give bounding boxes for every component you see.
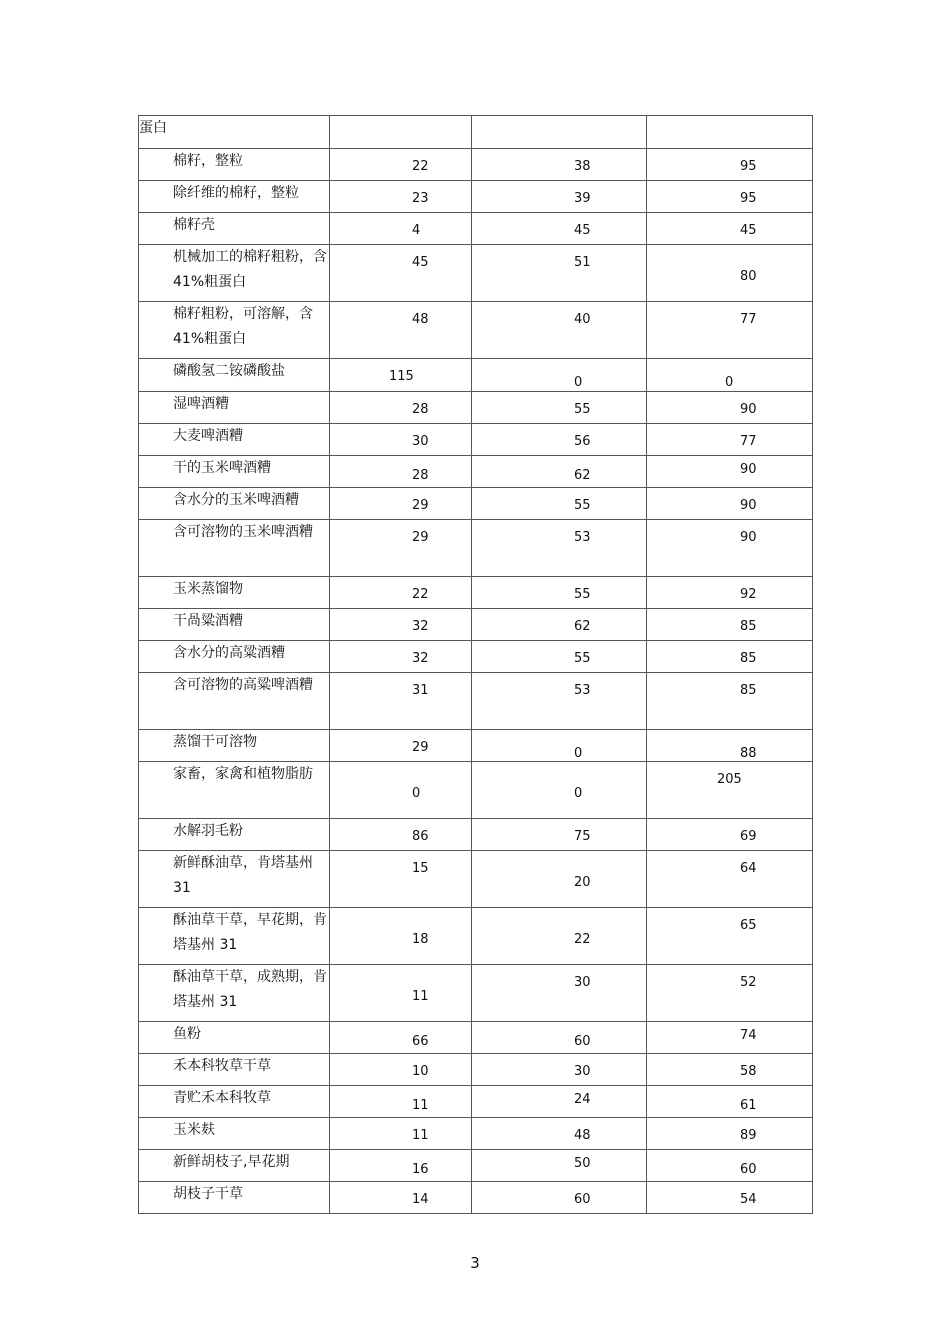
item-name-cell [139,908,330,965]
item-name: 胡枝子干草 [173,1186,243,1202]
value-cell-2 [472,488,647,520]
value-3: 85 [740,651,757,666]
item-name: 含水分的高粱酒糟 [173,645,285,661]
value-3: 64 [740,861,757,876]
value-cell-3 [647,730,813,762]
value-3: 74 [740,1028,757,1043]
value-2: 56 [574,434,591,449]
value-cell-3 [647,149,813,181]
value-2: 53 [574,530,591,545]
value-3: 85 [740,619,757,634]
value-2: 55 [574,402,591,417]
value-2: 48 [574,1128,591,1143]
value-2: 51 [574,255,591,270]
table-row [139,1150,813,1182]
value-2: 0 [574,375,583,390]
value-cell-2 [472,965,647,1022]
table-row [139,1054,813,1086]
value-cell-1 [330,245,472,302]
value-cell-1 [330,149,472,181]
value-2: 50 [574,1156,591,1171]
item-name-cell [139,245,330,302]
value-cell-1 [330,908,472,965]
table-row [139,1182,813,1214]
value-2: 22 [574,932,591,947]
value-cell-3 [647,1150,813,1182]
value-1: 22 [412,159,429,174]
value-3: 54 [740,1192,757,1207]
value-cell-1 [330,673,472,730]
table-row [139,1118,813,1150]
value-cell-1 [330,456,472,488]
table-row [139,302,813,359]
value-cell-1 [330,392,472,424]
item-name: 玉米蒸馏物 [173,581,243,597]
table-row [139,488,813,520]
value-cell-2 [472,213,647,245]
value-2: 0 [574,786,583,801]
value-cell-3 [647,181,813,213]
value-3: 90 [740,402,757,417]
value-3: 0 [725,375,734,390]
value-2: 62 [574,619,591,634]
value-1: 115 [389,369,414,384]
value-cell-2 [472,392,647,424]
value-1: 48 [412,312,429,327]
table-row [139,456,813,488]
table-row [139,965,813,1022]
value-cell-1 [330,359,472,392]
value-cell-3 [647,851,813,908]
table-row [139,1086,813,1118]
value-cell-2 [472,641,647,673]
value-cell-1 [330,520,472,577]
value-2: 60 [574,1034,591,1049]
item-name-cell [139,392,330,424]
value-1: 29 [412,740,429,755]
value-cell-3 [647,819,813,851]
value-3: 77 [740,434,757,449]
value-1: 15 [412,861,429,876]
value-cell-1 [330,1182,472,1214]
value-cell-2 [472,456,647,488]
value-cell-1 [330,1150,472,1182]
item-name: 湿啤酒糟 [173,396,229,412]
value-2: 38 [574,159,591,174]
item-name: 棉籽壳 [173,217,215,233]
item-name-cell [139,488,330,520]
item-name-cell [139,181,330,213]
value-cell-1 [330,609,472,641]
item-name-cell [139,456,330,488]
table-row [139,851,813,908]
value-3: 65 [740,918,757,933]
item-name: 棉籽，整粒 [173,153,243,169]
value-cell-2 [472,819,647,851]
table-row [139,245,813,302]
item-name-cell [139,424,330,456]
value-3: 90 [740,498,757,513]
value-2: 55 [574,587,591,602]
value-cell-2 [472,424,647,456]
table-row [139,424,813,456]
value-cell-2 [472,762,647,819]
value-1: 32 [412,619,429,634]
item-name: 除纤维的棉籽，整粒 [173,185,299,201]
value-2: 39 [574,191,591,206]
item-name: 玉米麸 [173,1122,215,1138]
item-name-cell [139,302,330,359]
item-name: 新鲜胡枝子,早花期 [173,1154,290,1170]
value-2: 30 [574,975,591,990]
value-cell-2 [472,1054,647,1086]
value-3: 77 [740,312,757,327]
feed-table [138,115,813,1214]
value-cell-3 [647,641,813,673]
value-1: 30 [412,434,429,449]
value-cell-3 [647,213,813,245]
value-cell-3 [647,577,813,609]
value-cell-2 [472,149,647,181]
item-name-cell [139,520,330,577]
item-name-cell [139,762,330,819]
item-name-cell [139,673,330,730]
value-cell-1 [330,819,472,851]
item-name: 大麦啤酒糟 [173,428,243,444]
value-cell-3 [647,1054,813,1086]
table-row [139,116,813,149]
value-1: 23 [412,191,429,206]
value-cell-3 [647,1086,813,1118]
value-3: 90 [740,530,757,545]
item-name: 禾本科牧草干草 [173,1058,271,1074]
value-1: 29 [412,498,429,513]
value-1: 16 [412,1162,429,1177]
page-number: 3 [470,1254,480,1272]
item-name-cell [139,1054,330,1086]
value-2: 55 [574,498,591,513]
item-name-cell [139,851,330,908]
value-2: 55 [574,651,591,666]
item-name: 干咼粱酒糟 [173,613,243,629]
item-name: 家畜，家禽和植物脂肪 [173,766,313,782]
value-3: 60 [740,1162,757,1177]
value-cell-1 [330,1054,472,1086]
table-row [139,641,813,673]
item-name-cell [139,1150,330,1182]
value-3: 95 [740,191,757,206]
item-name-cell [139,1182,330,1214]
value-1: 18 [412,932,429,947]
item-name-cell [139,641,330,673]
table-row [139,392,813,424]
item-name-cell [139,149,330,181]
value-1: 22 [412,587,429,602]
value-2: 40 [574,312,591,327]
value-3: 52 [740,975,757,990]
value-cell-3 [647,424,813,456]
item-name: 机械加工的棉籽粗粉，含 41%粗蛋白 [173,249,327,290]
value-cell-2 [472,908,647,965]
value-1: 10 [412,1064,429,1079]
table-row [139,213,813,245]
item-name: 蒸馏干可溶物 [173,734,257,750]
value-cell-2 [472,1182,647,1214]
value-cell-3 [647,609,813,641]
item-name-cell [139,1118,330,1150]
value-cell-2 [472,181,647,213]
value-cell-1 [330,213,472,245]
value-1: 28 [412,402,429,417]
item-name: 蛋白 [139,120,167,136]
value-3: 90 [740,462,757,477]
value-3: 45 [740,223,757,238]
value-cell-1 [330,1022,472,1054]
value-cell-3 [647,965,813,1022]
value-1: 14 [412,1192,429,1207]
item-name: 干的玉米啤酒糟 [173,460,271,476]
value-3: 95 [740,159,757,174]
value-cell-2 [472,302,647,359]
value-cell-1 [330,577,472,609]
value-2: 45 [574,223,591,238]
value-cell-2 [472,730,647,762]
item-name-cell [139,116,330,149]
item-name-cell [139,965,330,1022]
item-name-cell [139,819,330,851]
value-3: 85 [740,683,757,698]
value-cell-2 [472,1150,647,1182]
table-row [139,609,813,641]
value-cell-3 [647,762,813,819]
item-name: 酥油草干草，成熟期，肯塔基州 31 [173,969,327,1010]
value-cell-3 [647,520,813,577]
value-cell-3 [647,488,813,520]
value-cell-2 [472,609,647,641]
table-row [139,730,813,762]
value-cell-2 [472,1086,647,1118]
item-name-cell [139,213,330,245]
value-3: 88 [740,746,757,761]
item-name: 棉籽粗粉，可溶解，含 41%粗蛋白 [173,306,313,347]
value-cell-3 [647,1182,813,1214]
value-cell-1 [330,641,472,673]
value-cell-3 [647,245,813,302]
feed-table-body [139,116,813,1214]
value-cell-2 [472,673,647,730]
item-name: 新鲜酥油草，肯塔基州 31 [173,855,313,896]
value-cell-3 [647,359,813,392]
value-1: 31 [412,683,429,698]
value-cell-3 [647,392,813,424]
value-1: 29 [412,530,429,545]
table-row [139,359,813,392]
value-cell-1 [330,302,472,359]
item-name-cell [139,359,330,392]
table-row [139,762,813,819]
value-2: 30 [574,1064,591,1079]
item-name: 磷酸氢二铵磷酸盐 [173,363,285,379]
table-row [139,149,813,181]
value-1: 45 [412,255,429,270]
value-cell-3 [647,456,813,488]
item-name: 含可溶物的高粱啤酒糟 [173,677,313,693]
value-3: 89 [740,1128,757,1143]
value-3: 69 [740,829,757,844]
value-cell-2 [472,359,647,392]
value-cell-3 [647,673,813,730]
item-name: 青贮禾本科牧草 [173,1090,271,1106]
value-1: 11 [412,989,429,1004]
value-cell-1 [330,488,472,520]
value-cell-2 [472,245,647,302]
value-3: 61 [740,1098,757,1113]
value-cell-3 [647,1022,813,1054]
value-cell-2 [472,520,647,577]
value-2: 0 [574,746,583,761]
value-1: 66 [412,1034,429,1049]
value-cell-3 [647,116,813,149]
value-3: 92 [740,587,757,602]
item-name: 含可溶物的玉米啤酒糟 [173,524,313,540]
value-cell-1 [330,1118,472,1150]
value-2: 20 [574,875,591,890]
value-3: 205 [717,772,742,787]
value-cell-1 [330,424,472,456]
value-cell-3 [647,302,813,359]
item-name: 酥油草干草，早花期，肯塔基州 31 [173,912,327,953]
value-cell-2 [472,116,647,149]
value-cell-3 [647,1118,813,1150]
value-1: 11 [412,1098,429,1113]
table-row [139,819,813,851]
item-name: 鱼粉 [173,1026,201,1042]
table-row [139,1022,813,1054]
table-row [139,673,813,730]
value-cell-1 [330,730,472,762]
value-2: 24 [574,1092,591,1107]
value-2: 53 [574,683,591,698]
item-name-cell [139,609,330,641]
value-3: 58 [740,1064,757,1079]
value-2: 62 [574,468,591,483]
value-3: 80 [740,269,757,284]
value-cell-1 [330,762,472,819]
value-cell-2 [472,851,647,908]
value-cell-1 [330,1086,472,1118]
value-cell-2 [472,1022,647,1054]
table-row [139,520,813,577]
value-1: 4 [412,223,421,238]
value-cell-1 [330,181,472,213]
value-cell-1 [330,851,472,908]
table-row [139,577,813,609]
value-2: 60 [574,1192,591,1207]
value-1: 11 [412,1128,429,1143]
item-name-cell [139,1086,330,1118]
value-cell-1 [330,965,472,1022]
value-1: 86 [412,829,429,844]
item-name-cell [139,730,330,762]
value-cell-2 [472,577,647,609]
item-name-cell [139,577,330,609]
item-name-cell [139,1022,330,1054]
value-cell-3 [647,908,813,965]
item-name: 水解羽毛粉 [173,823,243,839]
item-name: 含水分的玉米啤酒糟 [173,492,299,508]
value-cell-2 [472,1118,647,1150]
value-cell-1 [330,116,472,149]
value-2: 75 [574,829,591,844]
value-1: 32 [412,651,429,666]
table-row [139,908,813,965]
value-1: 0 [412,786,421,801]
table-row [139,181,813,213]
value-1: 28 [412,468,429,483]
